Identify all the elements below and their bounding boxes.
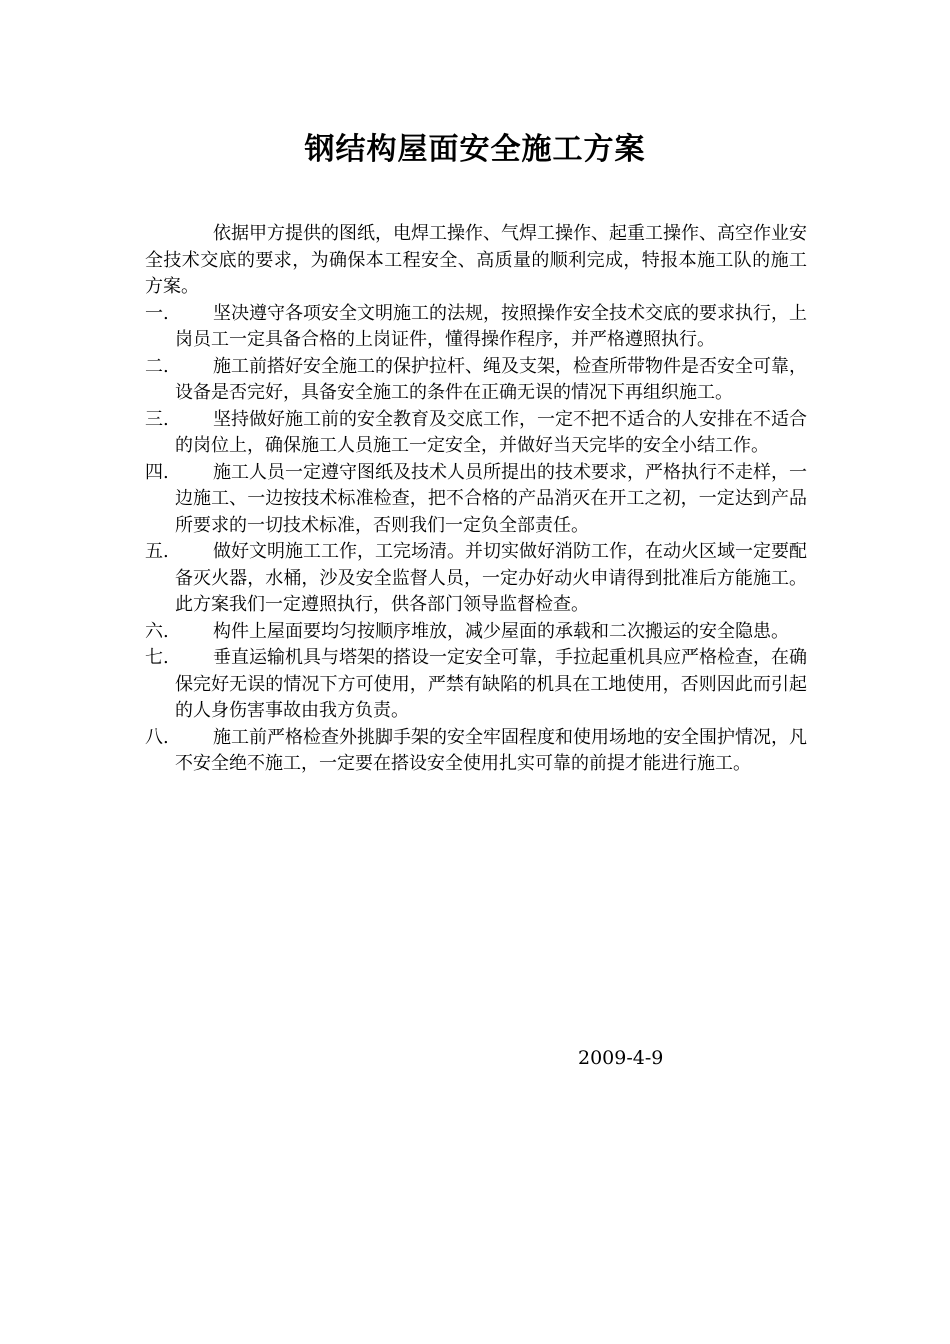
- document-body: [145, 221, 807, 778]
- list-item-3: [145, 407, 807, 460]
- list-item-6: [145, 619, 807, 646]
- document-title: 钢结构屋面安全施工方案: [304, 132, 646, 167]
- item-text: 坚决遵守各项安全文明施工的法规，按照操作安全技术交底的要求执行，上岗员工一定具备合格的上岗证件，懂得操作程序，并严格遵照执行。: [175, 302, 807, 350]
- list-item-8: [145, 725, 807, 778]
- item-number: 五.: [145, 541, 169, 562]
- item-number: 二.: [145, 355, 169, 377]
- list-item-7: [145, 645, 807, 725]
- item-number: 七.: [145, 647, 169, 668]
- item-text: 施工前搭好安全施工的保护拉杆、绳及支架，检查所带物件是否安全可靠，设备是否完好，具备安全施工的条件在正确无误的情况下再组织施工。: [175, 355, 807, 403]
- item-number: 四.: [145, 461, 169, 483]
- list-item-1: [145, 301, 807, 354]
- item-text: 垂直运输机具与塔架的搭设一定安全可靠，手拉起重机具应严格检查，在确保完好无误的情况下方可使用，严禁有缺陷的机具在工地使用，否则因此而引起的人身伤害事故由我方负责。: [175, 647, 807, 721]
- item-number: 三.: [145, 408, 169, 430]
- list-item-4: [145, 460, 807, 540]
- item-number: 一.: [145, 302, 169, 324]
- item-text: 做好文明施工工作，工完场清。并切实做好消防工作，在动火区域一定要配备灭火器，水桶，沙及安全监督人员，一定办好动火申请得到批准后方能施工。此方案我们一定遵照执行，供各部门领导监督检查。: [175, 541, 807, 615]
- item-text: 坚持做好施工前的安全教育及交底工作，一定不把不适合的人安排在不适合的岗位上，确保施工人员施工一定安全，并做好当天完毕的安全小结工作。: [175, 408, 807, 456]
- item-number: 六.: [145, 620, 169, 642]
- item-number: 八.: [145, 726, 169, 748]
- list-item-5: [145, 539, 807, 619]
- item-text: 构件上屋面要均匀按顺序堆放，减少屋面的承载和二次搬运的安全隐患。: [213, 620, 789, 642]
- document-date: 2009-4-9: [578, 1047, 664, 1069]
- item-text: 施工人员一定遵守图纸及技术人员所提出的技术要求，严格执行不走样，一边施工、一边按技术标准检查，把不合格的产品消灭在开工之初，一定达到产品所要求的一切技术标准，否则我们一定负全部责任。: [175, 461, 807, 536]
- intro-paragraph: 依据甲方提供的图纸，电焊工操作、气焊工操作、起重工操作、高空作业安全技术交底的要求，为确保本工程安全、高质量的顺利完成，特报本施工队的施工方案。: [145, 223, 807, 297]
- item-text: 施工前严格检查外挑脚手架的安全牢固程度和使用场地的安全围护情况，凡不安全绝不施工，一定要在搭设安全使用扎实可靠的前提才能进行施工。: [175, 726, 807, 774]
- list-item-2: [145, 354, 807, 407]
